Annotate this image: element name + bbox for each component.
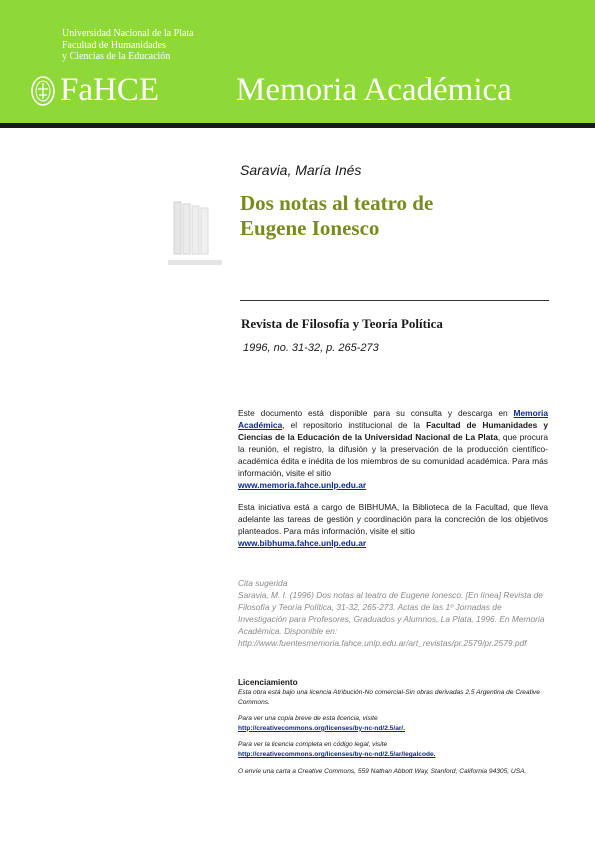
faculty-line-2: y Ciencias de la Educación (62, 51, 171, 62)
license-full-label: Para ver la licencia completa en código legal, visite (238, 741, 388, 749)
bibhuma-url-link[interactable]: www.bibhuma.fahce.unlp.edu.ar (238, 538, 367, 548)
bibhuma-paragraph (238, 501, 548, 549)
journal-name: Revista de Filosofía y Teoría Política (241, 316, 443, 331)
license-heading: Licenciamiento (238, 678, 298, 687)
header-divider (0, 123, 595, 128)
bibhuma-books-logo-icon (166, 198, 226, 270)
publication-details: 1996, no. 31-32, p. 265-273 (243, 342, 379, 354)
bibhuma-text: Esta iniciativa está a cargo de BIBHUMA, la Biblioteca de la Facultad, que lleva adelante las tareas de gestión y coordinación para la concreción de los objetivos planteados. Para más información, visite el sitio (238, 502, 548, 536)
citation-text: Saravia, M. I. (1996) Dos notas al teatro de Eugene Ionesco. [En línea] Revista de Filosofía y Teoría Política, 31-32, 265-273. Actas de las 1º Jornadas de Investigación para Profesores, Graduados y Alumnos, La Plata, 1996. En Memoria Académica. Disponible en: http://www.fuentesmemoria.fahce.unlp.edu.ar/art_revistas/pr.2579/pr.2579.pdf (238, 590, 545, 648)
repository-info (238, 407, 548, 549)
document-author: Saravia, María Inés (240, 162, 362, 178)
memoria-academica-link[interactable]: Memoria Académica (238, 408, 548, 430)
university-line: Universidad Nacional de la Plata (62, 28, 194, 39)
license-full-link[interactable]: http://creativecommons.org/licenses/by-nc-nd/2.5/ar/legalcode. (238, 750, 436, 758)
document-title (240, 191, 550, 241)
faculty-line: Facultad de Humanidades (62, 39, 166, 51)
suggested-citation (238, 577, 548, 649)
title-line-2: Eugene Ionesco (240, 216, 380, 240)
license-copy-label: Para ver una copia breve de esta licencia, visite (238, 715, 378, 723)
title-line-1: Dos notas al teatro de (240, 191, 434, 215)
fahce-logo-text: FaHCE (60, 72, 159, 108)
license-copy-link[interactable]: http://creativecommons.org/licenses/by-nc-nd/2.5/ar/. (238, 724, 406, 732)
repository-paragraph (238, 407, 548, 491)
repository-name: Memoria Académica (236, 72, 512, 108)
license-section (238, 677, 550, 776)
license-mail-text: O envíe una carta a Creative Commons, 559 Nathan Abbott Way, Stanford, California 94305, USA. (238, 767, 527, 775)
title-rule (240, 300, 549, 301)
info-text-3: , que procura la reunión, el registro, la difusión y la preservación de la producción científico-académica édita e inédita de los miembros de su comunidad académica. Para más información, visite el sitio (238, 432, 548, 478)
info-text: Este documento está disponible para su consulta y descarga en (238, 408, 514, 418)
license-text: Esta obra está bajo una licencia Atribución-No comercial-Sin obras derivadas 2.5 Argentina de Creative Commons. (238, 689, 540, 706)
faculty-name-bold: Facultad de Humanidades y Ciencias de la Educación de la Universidad Nacional de La Plata (238, 420, 548, 442)
memoria-url-link[interactable]: www.memoria.fahce.unlp.edu.ar (238, 480, 367, 490)
university-name (62, 28, 194, 63)
university-seal-icon (30, 75, 56, 107)
citation-label: Cita sugerida (238, 578, 288, 588)
info-text-2: , el repositorio institucional de la (282, 420, 427, 430)
